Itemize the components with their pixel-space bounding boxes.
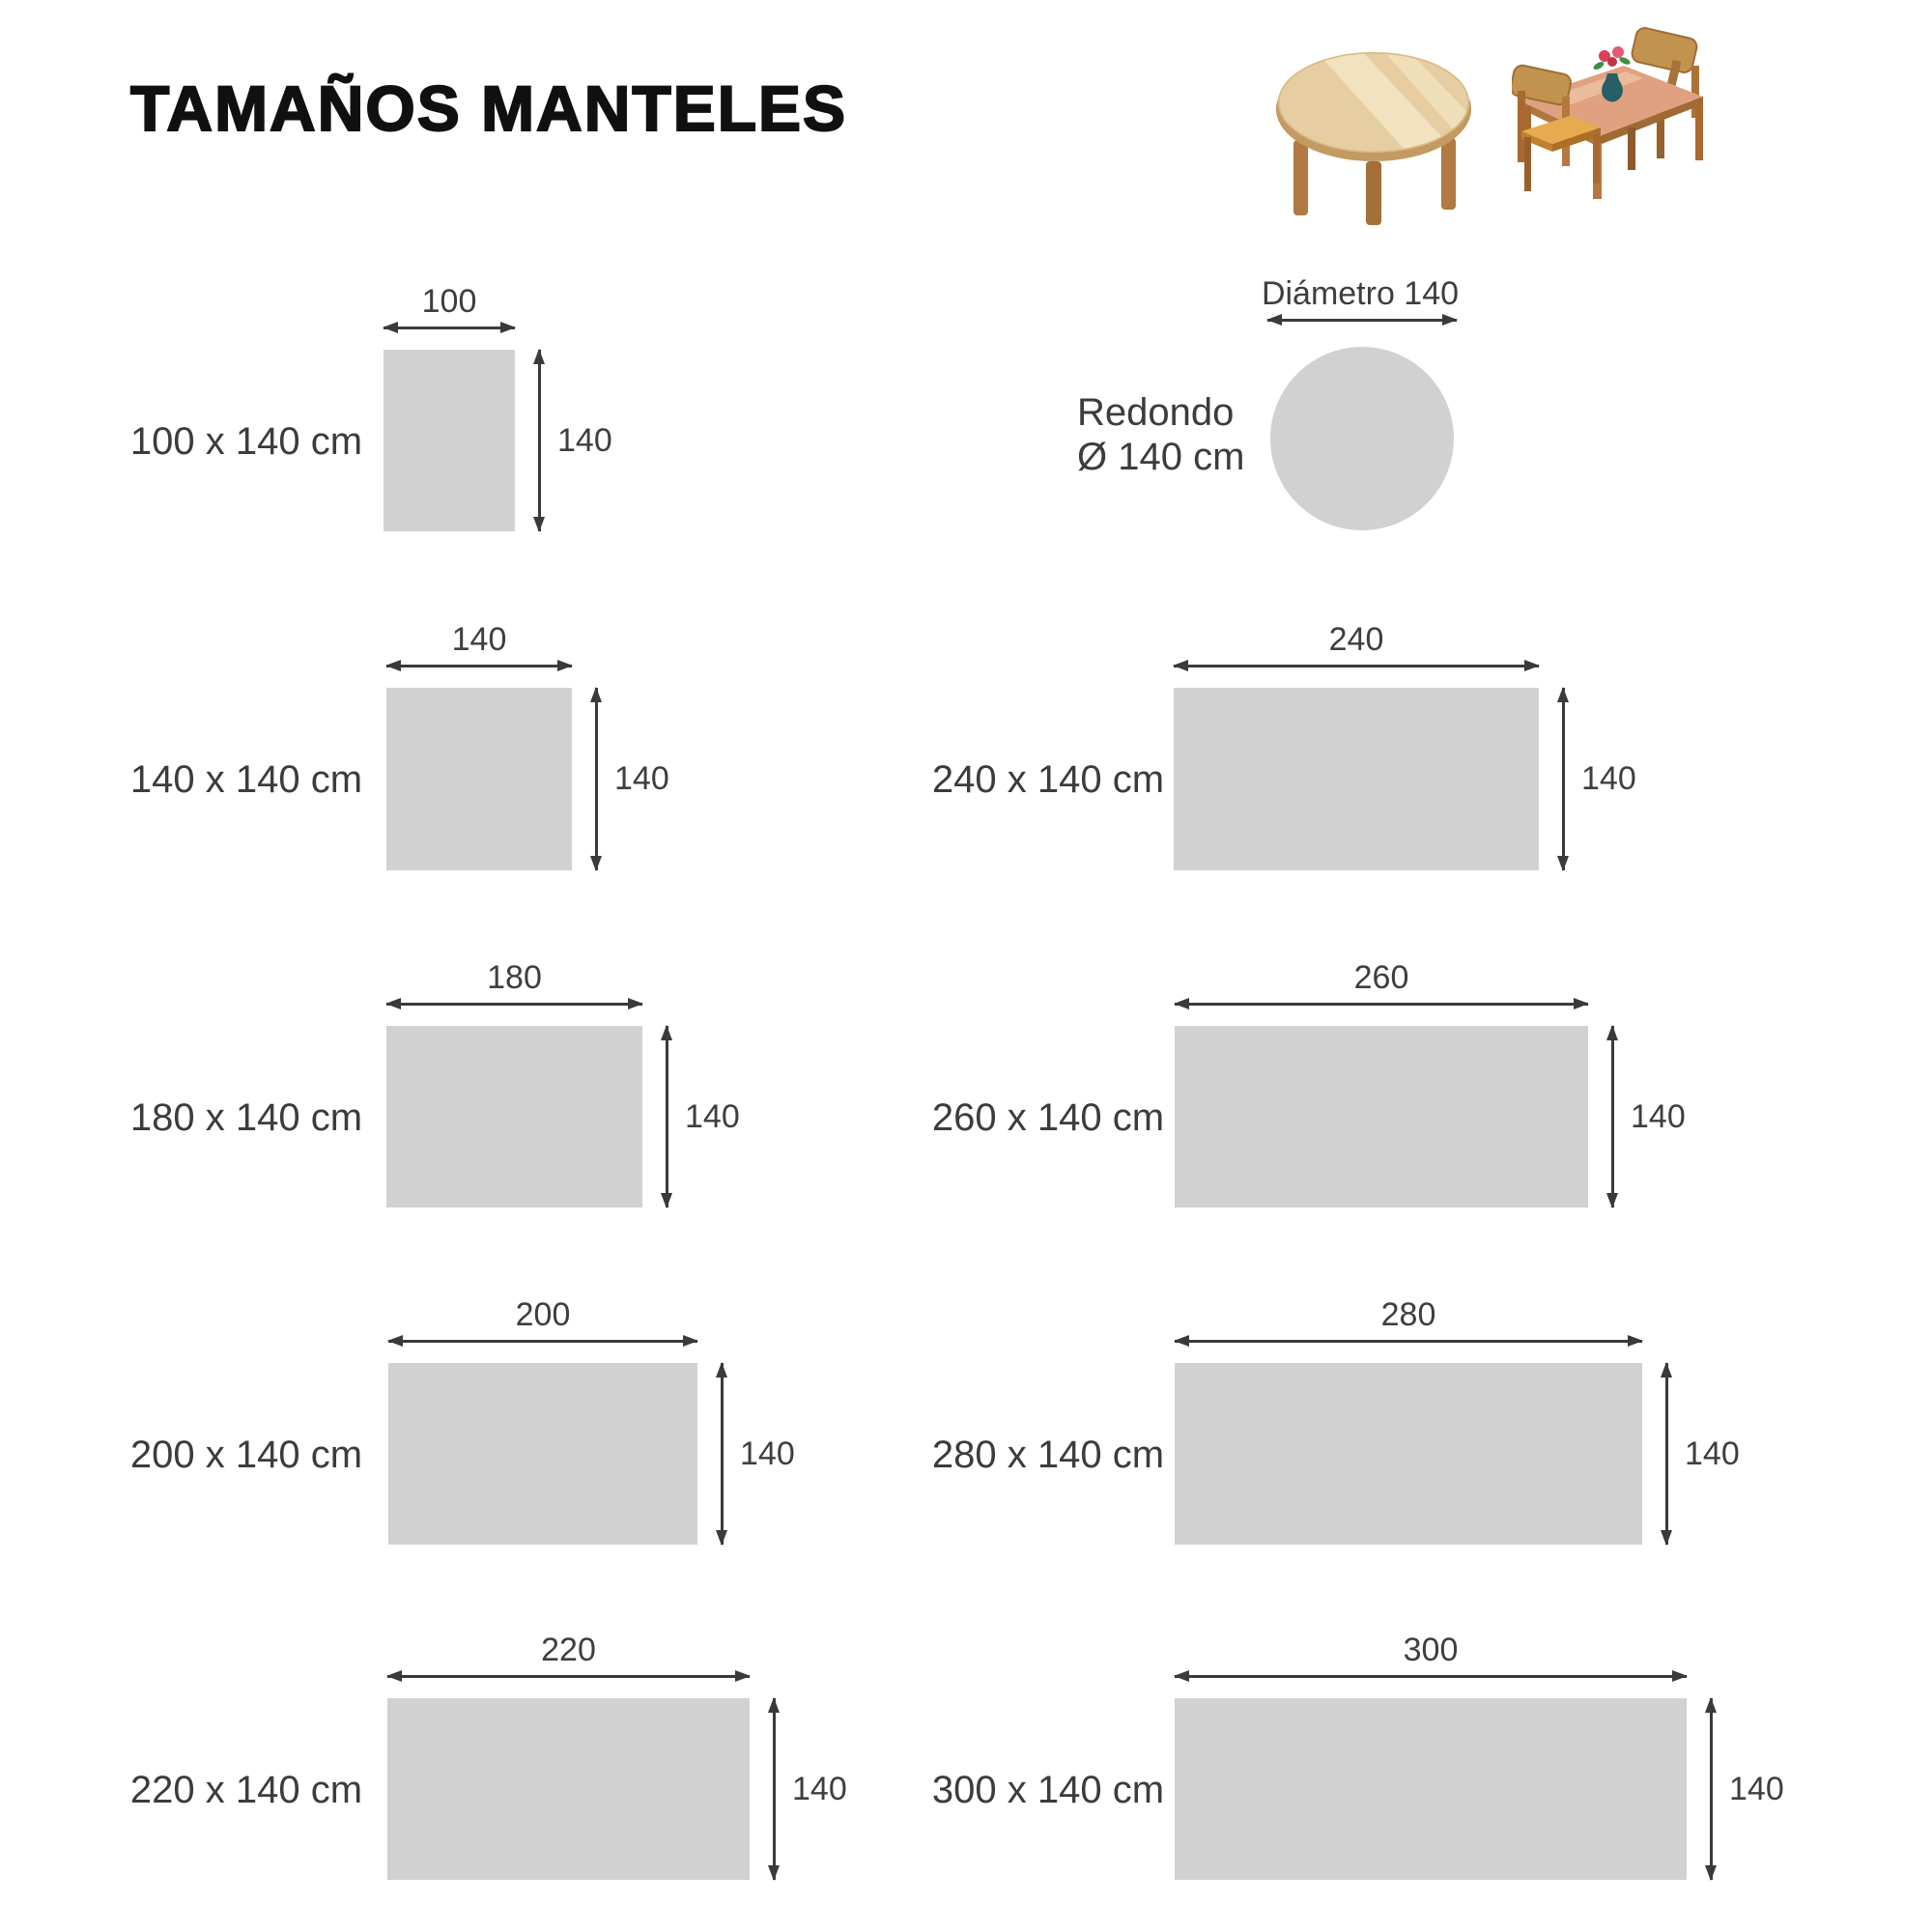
width-dimension-value: 280	[1380, 1296, 1436, 1333]
tablecloth-rect	[388, 1363, 697, 1545]
width-dimension-arrow	[1175, 1340, 1642, 1343]
height-dimension-arrow	[1665, 1363, 1668, 1545]
size-label: 260 x 140 cm	[931, 1096, 1165, 1139]
tablecloth-rect	[386, 688, 572, 870]
width-dimension-arrow	[1175, 1675, 1687, 1678]
height-dimension-arrow	[538, 350, 541, 531]
size-label: 100 x 140 cm	[129, 420, 363, 463]
width-dimension-arrow	[386, 1003, 642, 1006]
size-label: 180 x 140 cm	[129, 1096, 363, 1139]
height-dimension-arrow	[773, 1698, 776, 1880]
width-dimension-value: 180	[487, 959, 542, 996]
size-label-line2: Ø 140 cm	[1077, 436, 1245, 478]
height-dimension-value: 140	[557, 422, 612, 459]
height-dimension-value: 140	[792, 1771, 847, 1807]
tablecloth-rect	[1175, 1363, 1642, 1545]
height-dimension-value: 140	[1631, 1098, 1686, 1135]
width-dimension-value: 140	[451, 621, 507, 658]
tablecloth-rect	[1175, 1698, 1687, 1880]
height-dimension-value: 140	[614, 760, 669, 797]
width-dimension-value: 100	[421, 283, 477, 320]
height-dimension-value: 140	[740, 1435, 795, 1472]
size-label: 240 x 140 cm	[931, 758, 1165, 801]
width-dimension-arrow	[387, 1675, 750, 1678]
size-label: 280 x 140 cm	[931, 1434, 1165, 1476]
width-dimension-arrow	[1175, 1003, 1588, 1006]
width-dimension-value: 300	[1403, 1632, 1459, 1668]
width-dimension-value: 240	[1328, 621, 1384, 658]
width-dimension-arrow	[1174, 665, 1539, 668]
width-dimension-arrow	[384, 327, 515, 329]
tablecloth-rect	[387, 1698, 750, 1880]
diameter-dimension-arrow	[1267, 319, 1457, 322]
tablecloth-rect	[1175, 1026, 1588, 1208]
round-table-icon	[1270, 43, 1478, 227]
tablecloth-rect	[384, 350, 515, 531]
size-label: 300 x 140 cm	[931, 1769, 1165, 1811]
table-chairs-icon	[1512, 27, 1710, 201]
height-dimension-value: 140	[1685, 1435, 1740, 1472]
width-dimension-arrow	[388, 1340, 697, 1343]
height-dimension-arrow	[1562, 688, 1565, 870]
width-dimension-value: 260	[1353, 959, 1409, 996]
height-dimension-value: 140	[1729, 1771, 1784, 1807]
page-title: TAMAÑOS MANTELES	[130, 72, 848, 144]
width-dimension-arrow	[386, 665, 572, 668]
width-dimension-value: 220	[541, 1632, 596, 1668]
height-dimension-arrow	[595, 688, 598, 870]
tablecloth-rect	[1174, 688, 1539, 870]
tablecloth-rect	[386, 1026, 642, 1208]
height-dimension-arrow	[1710, 1698, 1713, 1880]
size-label: 220 x 140 cm	[129, 1769, 363, 1811]
diameter-dimension-value: Diámetro 140	[1261, 275, 1460, 312]
height-dimension-arrow	[721, 1363, 724, 1545]
height-dimension-value: 140	[685, 1098, 740, 1135]
height-dimension-arrow	[666, 1026, 668, 1208]
height-dimension-arrow	[1611, 1026, 1614, 1208]
tablecloth-circle	[1270, 347, 1454, 530]
height-dimension-value: 140	[1581, 760, 1636, 797]
size-label: 200 x 140 cm	[129, 1434, 363, 1476]
width-dimension-value: 200	[515, 1296, 571, 1333]
size-label: 140 x 140 cm	[129, 758, 363, 801]
size-label-line1: Redondo	[1077, 391, 1235, 434]
